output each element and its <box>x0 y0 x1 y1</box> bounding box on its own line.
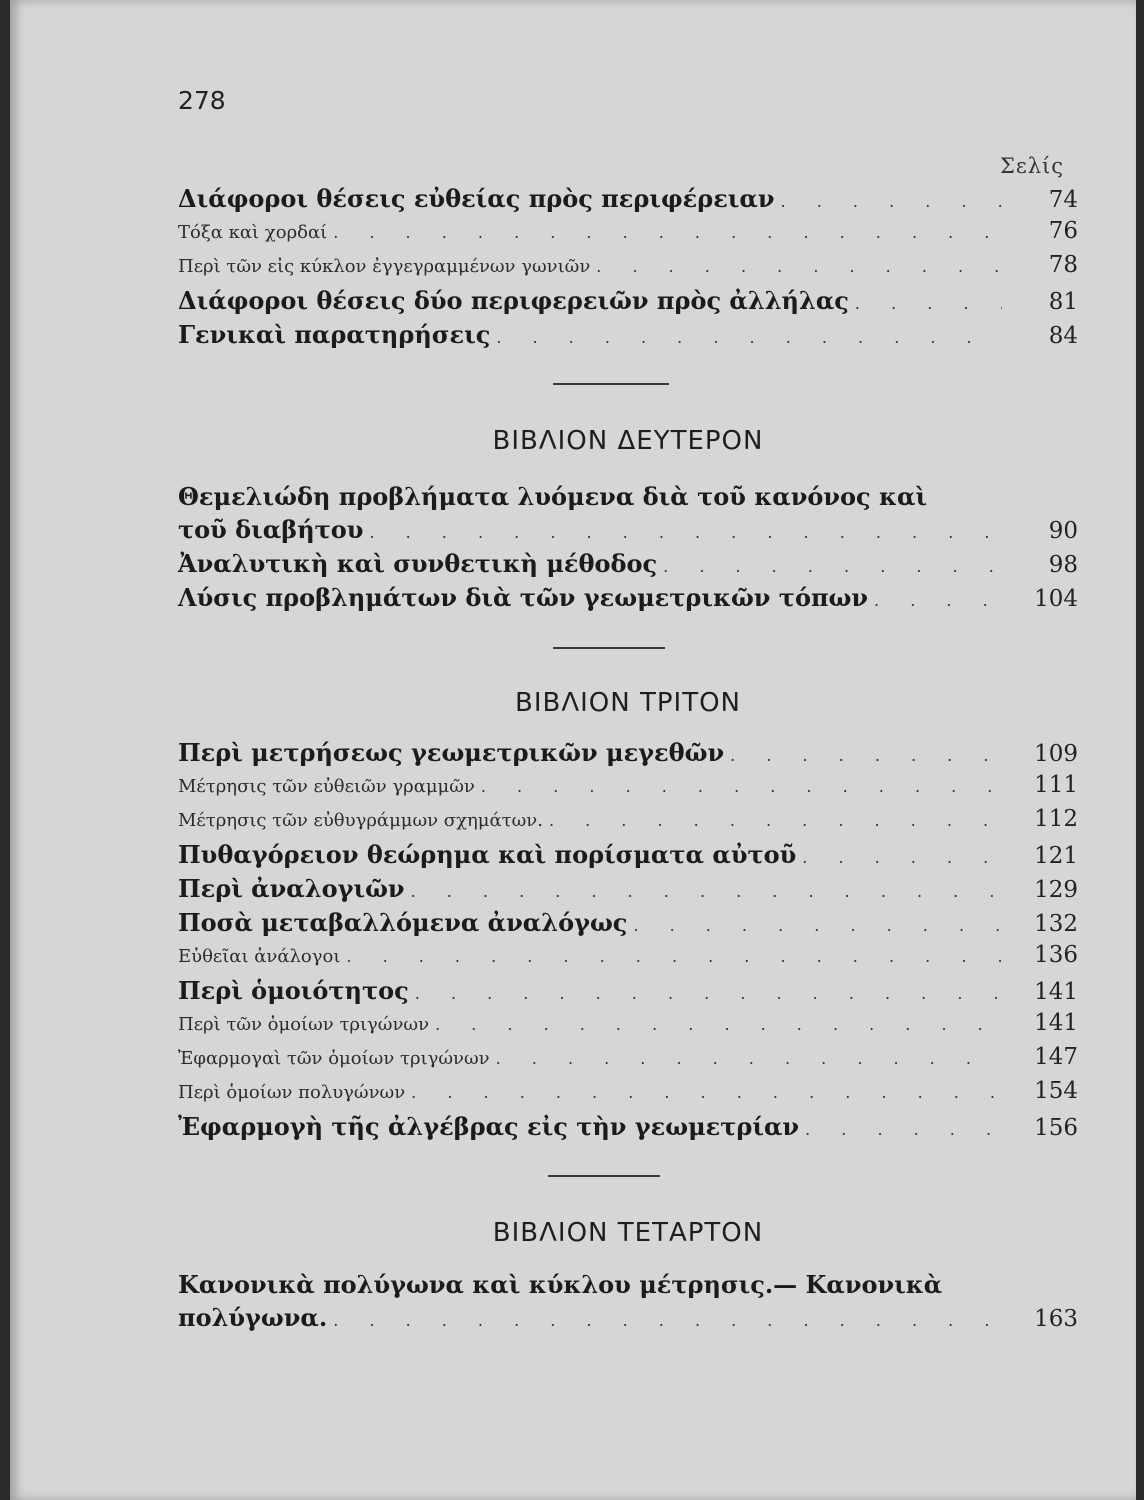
toc-entry-title: Ἀναλυτικὴ καὶ συνθετικὴ μέθοδος <box>178 549 658 578</box>
dot-leader <box>874 591 1002 610</box>
toc-entry <box>178 840 1078 874</box>
dot-leader <box>781 192 1002 211</box>
dot-leader <box>596 257 1002 276</box>
toc-entry-title: πολύγωνα. <box>178 1303 328 1332</box>
toc-entry-page: 111 <box>1034 772 1078 798</box>
toc-entry <box>178 772 1078 806</box>
toc-entry <box>178 738 1078 772</box>
toc-entry-title: Μέτρησις τῶν εὐθειῶν γραμμῶν <box>178 776 475 797</box>
toc-entry-page: 109 <box>1034 741 1078 767</box>
toc-entry-page: 104 <box>1034 586 1078 612</box>
toc-entry-page: 141 <box>1034 979 1078 1005</box>
toc-entry <box>178 874 1078 908</box>
toc-entry-title: Ποσὰ μεταβαλλόμενα ἀναλόγως <box>178 908 628 937</box>
toc-entry-page: 78 <box>1048 252 1078 278</box>
toc-entry-page: 84 <box>1048 323 1078 349</box>
toc-entry-page: 98 <box>1048 552 1078 578</box>
toc-entry-page: 156 <box>1034 1115 1078 1141</box>
toc-entry <box>178 1303 1078 1337</box>
toc-entry-title: Διάφοροι θέσεις εὐθείας πρὸς περιφέρειαν <box>178 184 775 213</box>
dot-leader <box>346 947 1002 966</box>
toc-entry <box>178 1044 1078 1078</box>
dot-leader <box>369 523 1002 542</box>
book-four-heading: ΒΙΒΛΙΟΝ ΤΕΤΑΡΤΟΝ <box>492 1218 764 1248</box>
toc-entry-page: 81 <box>1048 289 1078 315</box>
toc-entry-first-line: Κανονικὰ πολύγωνα καὶ κύκλου μέτρησις.— Κανονικὰ <box>178 1270 943 1299</box>
toc-entry-page: 136 <box>1034 942 1078 968</box>
book-three-heading: ΒΙΒΛΙΟΝ ΤΡΙΤΟΝ <box>515 688 741 718</box>
dot-leader <box>805 1120 1002 1139</box>
dot-leader <box>855 294 1002 313</box>
toc-entry-title: Εὐθεῖαι ἀνάλογοι <box>178 946 341 967</box>
toc-entry-page: 76 <box>1048 218 1078 244</box>
toc-entry-page: 74 <box>1048 187 1078 213</box>
toc-entry <box>178 976 1078 1010</box>
toc-entry-title: Λύσις προβλημάτων διὰ τῶν γεωμετρικῶν τόπων <box>178 583 869 612</box>
toc-entry-page: 112 <box>1034 806 1078 832</box>
toc-entry <box>178 942 1078 976</box>
toc-entry <box>178 806 1078 840</box>
toc-entry <box>178 184 1078 218</box>
book-two-heading: ΒΙΒΛΙΟΝ ΔΕΥΤΕΡΟΝ <box>492 426 764 456</box>
toc-entry-title: Περὶ ὁμοίων πολυγώνων <box>178 1082 406 1103</box>
dot-leader <box>435 1015 1002 1034</box>
toc-entry-title: Ἐφαρμογὴ τῆς ἀλγέβρας εἰς τὴν γεωμετρίαν <box>178 1112 800 1141</box>
toc-entry-title: Γενικαὶ παρατηρήσεις <box>178 320 491 349</box>
dot-leader <box>496 328 1002 347</box>
toc-entry <box>178 1078 1078 1112</box>
toc-entry <box>178 908 1078 942</box>
toc-entry-page: 154 <box>1034 1078 1078 1104</box>
toc-entry <box>178 1112 1078 1146</box>
section-divider <box>548 1175 660 1177</box>
toc-entry <box>178 218 1078 252</box>
dot-leader <box>415 984 1002 1003</box>
toc-entry-title: Περὶ ὁμοιότητος <box>178 976 409 1005</box>
toc-entry <box>178 583 1078 617</box>
toc-entry <box>178 320 1078 354</box>
dot-leader <box>481 777 1002 796</box>
toc-entry-page: 141 <box>1034 1010 1078 1036</box>
dot-leader <box>411 882 1002 901</box>
toc-entry-title: Περὶ μετρήσεως γεωμετρικῶν μεγεθῶν <box>178 738 725 767</box>
toc-entry-page: 129 <box>1034 877 1078 903</box>
toc-entry-page: 132 <box>1034 911 1078 937</box>
page-column-header: Σελίς <box>1000 154 1065 178</box>
toc-entry-title: Περὶ ἀναλογιῶν <box>178 874 405 903</box>
dot-leader <box>333 1311 1002 1330</box>
toc-entry-page: 163 <box>1034 1306 1078 1332</box>
toc-entry-page: 147 <box>1034 1044 1078 1070</box>
toc-entry-first-line: Θεμελιώδη προβλήματα λυόμενα διὰ τοῦ κανόνος καὶ <box>178 482 928 511</box>
toc-entry-title: Τόξα καὶ χορδαί <box>178 222 328 243</box>
toc-entry <box>178 549 1078 583</box>
toc-entry <box>178 286 1078 320</box>
dot-leader <box>633 916 1002 935</box>
dot-leader <box>333 223 1002 242</box>
section-divider <box>553 383 669 385</box>
dot-leader <box>730 746 1002 765</box>
dot-leader <box>549 811 1002 830</box>
toc-entry-title: τοῦ διαβήτου <box>178 515 364 544</box>
dot-leader <box>663 557 1002 576</box>
dot-leader <box>802 848 1002 867</box>
toc-entry-page: 121 <box>1034 843 1078 869</box>
dot-leader <box>496 1049 1002 1068</box>
page-number: 278 <box>178 86 226 115</box>
toc-entry-title: Περὶ τῶν εἰς κύκλον ἐγγεγραμμένων γωνιῶν <box>178 256 591 277</box>
toc-entry-title: Μέτρησις τῶν εὐθυγράμμων σχημάτων. <box>178 810 543 831</box>
toc-entry-title: Διάφοροι θέσεις δύο περιφερειῶν πρὸς ἀλλήλας <box>178 286 849 315</box>
book-page <box>10 0 1136 1500</box>
toc-entry-title: Ἐφαρμογαὶ τῶν ὁμοίων τριγώνων <box>178 1048 490 1069</box>
toc-entry <box>178 1010 1078 1044</box>
toc-entry-title: Πυθαγόρειον θεώρημα καὶ πορίσματα αὐτοῦ <box>178 840 797 869</box>
toc-entry <box>178 252 1078 286</box>
toc-entry-page: 90 <box>1048 518 1078 544</box>
toc-entry-title: Περὶ τῶν ὁμοίων τριγώνων <box>178 1014 430 1035</box>
toc-entry <box>178 515 1078 549</box>
dot-leader <box>411 1083 1002 1102</box>
section-divider <box>553 647 665 649</box>
